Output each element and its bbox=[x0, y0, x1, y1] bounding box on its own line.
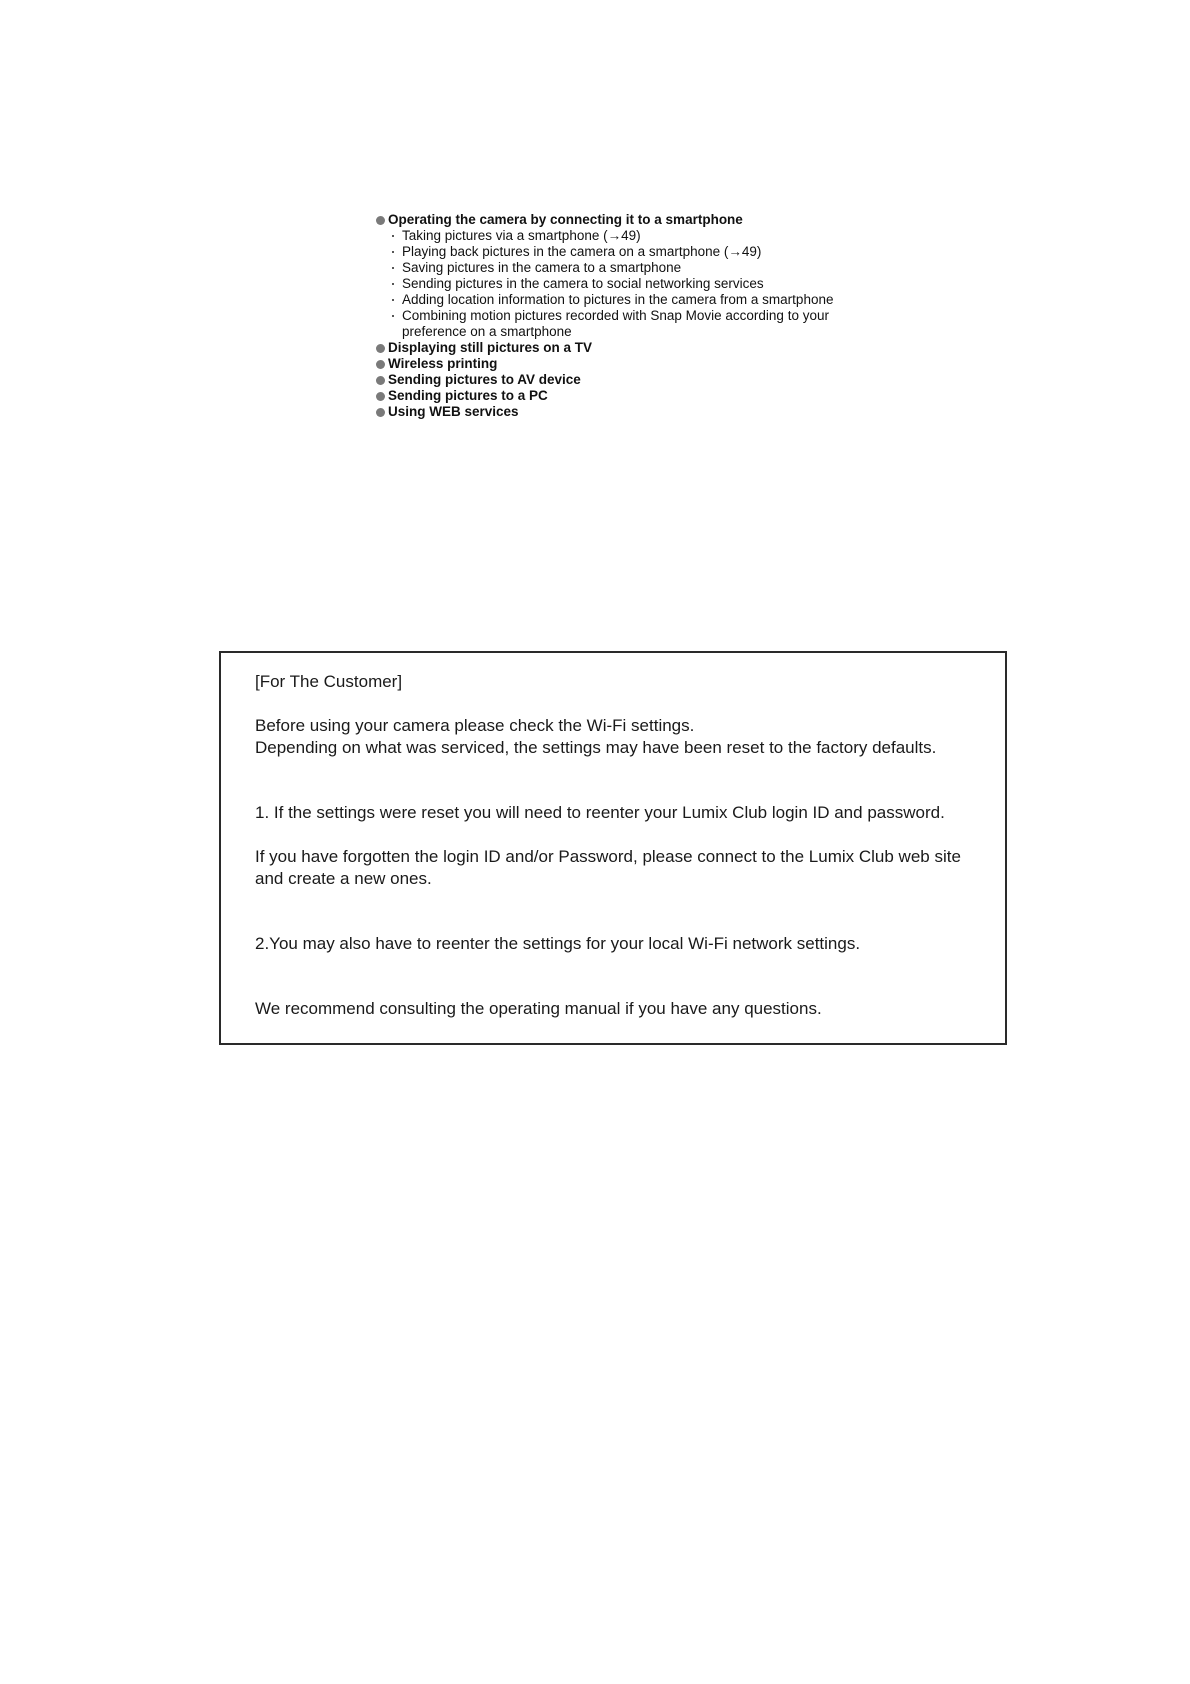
feature-item-smartphone bbox=[376, 212, 896, 340]
sub-item bbox=[388, 260, 896, 276]
notice-step2: 2.You may also have to reenter the settings for your local Wi-Fi network settings. bbox=[255, 934, 861, 953]
feature-title: Sending pictures to a PC bbox=[388, 388, 548, 403]
sub-item-text: Adding location information to pictures in the camera from a smartphone bbox=[402, 292, 834, 307]
bullet-icon bbox=[376, 344, 385, 353]
feature-list bbox=[376, 212, 896, 420]
sub-item-text: Taking pictures via a smartphone (→49) bbox=[402, 228, 641, 243]
feature-title: Sending pictures to AV device bbox=[388, 372, 581, 387]
bullet-icon bbox=[376, 408, 385, 417]
bullet-icon bbox=[376, 376, 385, 385]
bullet-icon bbox=[376, 216, 385, 225]
feature-title: Operating the camera by connecting it to a smartphone bbox=[388, 212, 743, 227]
bullet-icon bbox=[376, 360, 385, 369]
small-bullet-icon bbox=[392, 283, 394, 285]
sub-item bbox=[388, 244, 896, 260]
feature-title: Using WEB services bbox=[388, 404, 519, 419]
bullet-icon bbox=[376, 392, 385, 401]
customer-notice-box bbox=[219, 651, 1007, 1045]
sub-item bbox=[388, 308, 862, 340]
small-bullet-icon bbox=[392, 235, 394, 237]
notice-heading: [For The Customer] bbox=[255, 672, 403, 691]
sub-item bbox=[388, 228, 896, 244]
feature-item-tv bbox=[376, 340, 896, 356]
sub-item-text: Playing back pictures in the camera on a smartphone (→49) bbox=[402, 244, 762, 259]
feature-item-printing bbox=[376, 356, 896, 372]
sub-item-text: Sending pictures in the camera to social networking services bbox=[402, 276, 764, 291]
notice-intro-line1: Before using your camera please check the Wi-Fi settings. bbox=[255, 716, 695, 735]
feature-title: Wireless printing bbox=[388, 356, 498, 371]
feature-item-av-device bbox=[376, 372, 896, 388]
small-bullet-icon bbox=[392, 299, 394, 301]
feature-item-pc bbox=[376, 388, 896, 404]
sub-item-text: Combining motion pictures recorded with Snap Movie according to your preference on a smartphone bbox=[402, 308, 829, 339]
sub-item bbox=[388, 276, 896, 292]
sub-list bbox=[388, 228, 896, 340]
small-bullet-icon bbox=[392, 267, 394, 269]
sub-item bbox=[388, 292, 896, 308]
notice-closing: We recommend consulting the operating manual if you have any questions. bbox=[255, 999, 822, 1018]
sub-item-text: Saving pictures in the camera to a smartphone bbox=[402, 260, 682, 275]
small-bullet-icon bbox=[392, 251, 394, 253]
feature-title: Displaying still pictures on a TV bbox=[388, 340, 593, 355]
notice-forgot: If you have forgotten the login ID and/or Password, please connect to the Lumix Club web site and create a new ones. bbox=[255, 847, 966, 888]
notice-step1: 1. If the settings were reset you will need to reenter your Lumix Club login ID and password. bbox=[255, 803, 945, 822]
small-bullet-icon bbox=[392, 315, 394, 317]
feature-item-web-services bbox=[376, 404, 896, 420]
notice-intro-line2: Depending on what was serviced, the settings may have been reset to the factory defaults. bbox=[255, 738, 937, 757]
